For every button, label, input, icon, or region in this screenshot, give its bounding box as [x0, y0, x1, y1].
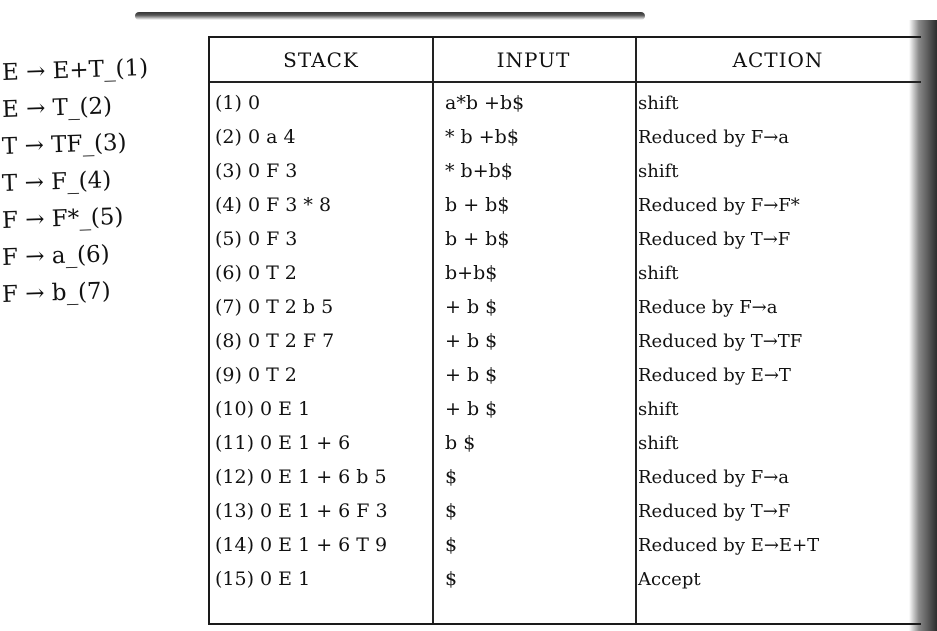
action-cell: shift: [638, 263, 679, 284]
table-row: [210, 564, 921, 595]
stack-cell: (4) 0 F 3 * 8: [215, 194, 332, 216]
input-cell: + b $: [445, 364, 498, 386]
stack-cell: (10) 0 E 1: [215, 398, 311, 420]
grammar-rule: T → TF_(3): [1, 129, 127, 160]
stack-cell: (1) 0: [215, 92, 261, 114]
parse-table: [208, 36, 921, 625]
action-cell: Accept: [638, 569, 701, 590]
input-cell: $: [445, 500, 458, 522]
input-cell: b+b$: [445, 262, 498, 284]
table-row: [210, 428, 921, 459]
input-cell: b + b$: [445, 194, 510, 216]
table-row: [210, 88, 921, 119]
grammar-rules: [2, 55, 202, 314]
stack-cell: (13) 0 E 1 + 6 F 3: [215, 500, 388, 522]
table-row: [210, 292, 921, 323]
stack-cell: (14) 0 E 1 + 6 T 9: [215, 534, 388, 556]
grammar-rule: F → a_(6): [1, 241, 111, 271]
table-row: [210, 190, 921, 221]
table-row: [210, 530, 921, 561]
stack-cell: (9) 0 T 2: [215, 364, 297, 386]
action-cell: Reduced by F→a: [638, 127, 790, 148]
grammar-rule: E → E+T_(1): [1, 54, 149, 86]
table-row: [210, 394, 921, 425]
page-top-shadow: [135, 12, 645, 20]
table-row: [210, 122, 921, 153]
table-row: [210, 156, 921, 187]
stack-cell: (12) 0 E 1 + 6 b 5: [215, 466, 387, 488]
input-cell: $: [445, 568, 458, 590]
action-cell: Reduce by F→a: [638, 297, 778, 318]
action-cell: shift: [638, 93, 679, 114]
stack-cell: (2) 0 a 4: [215, 126, 296, 148]
grammar-rule: E → T_(2): [1, 93, 113, 123]
header-action: ACTION: [732, 48, 824, 72]
action-cell: Reduced by F→a: [638, 467, 790, 488]
stack-cell: (7) 0 T 2 b 5: [215, 296, 334, 318]
action-cell: Reduced by T→TF: [638, 331, 803, 352]
input-cell: $: [445, 466, 458, 488]
stack-cell: (8) 0 T 2 F 7: [215, 330, 335, 352]
stack-cell: (3) 0 F 3: [215, 160, 298, 182]
input-cell: + b $: [445, 296, 498, 318]
action-cell: shift: [638, 433, 679, 454]
action-cell: Reduced by T→F: [638, 501, 791, 522]
action-cell: Reduced by F→F*: [638, 195, 800, 216]
grammar-rule: T → F_(4): [1, 167, 112, 197]
header-stack: STACK: [283, 48, 359, 72]
stack-cell: (5) 0 F 3: [215, 228, 298, 250]
header-divider: [210, 81, 921, 83]
table-row: [210, 224, 921, 255]
header-input: INPUT: [496, 48, 571, 72]
stack-cell: (11) 0 E 1 + 6: [215, 432, 351, 454]
grammar-rule: F → F*_(5): [1, 203, 124, 234]
table-row: [210, 326, 921, 357]
action-cell: shift: [638, 399, 679, 420]
action-cell: Reduced by E→E+T: [638, 535, 820, 556]
input-cell: a*b +b$: [445, 92, 525, 114]
action-cell: Reduced by T→F: [638, 229, 791, 250]
action-cell: shift: [638, 161, 679, 182]
input-cell: + b $: [445, 398, 498, 420]
table-row: [210, 360, 921, 391]
input-cell: b + b$: [445, 228, 510, 250]
table-row: [210, 496, 921, 527]
input-cell: b $: [445, 432, 476, 454]
action-cell: Reduced by E→T: [638, 365, 791, 386]
stack-cell: (15) 0 E 1: [215, 568, 311, 590]
stack-cell: (6) 0 T 2: [215, 262, 297, 284]
grammar-rule: F → b_(7): [1, 278, 112, 308]
input-cell: * b+b$: [445, 160, 513, 182]
table-row: [210, 258, 921, 289]
input-cell: + b $: [445, 330, 498, 352]
input-cell: $: [445, 534, 458, 556]
table-row: [210, 462, 921, 493]
input-cell: * b +b$: [445, 126, 519, 148]
